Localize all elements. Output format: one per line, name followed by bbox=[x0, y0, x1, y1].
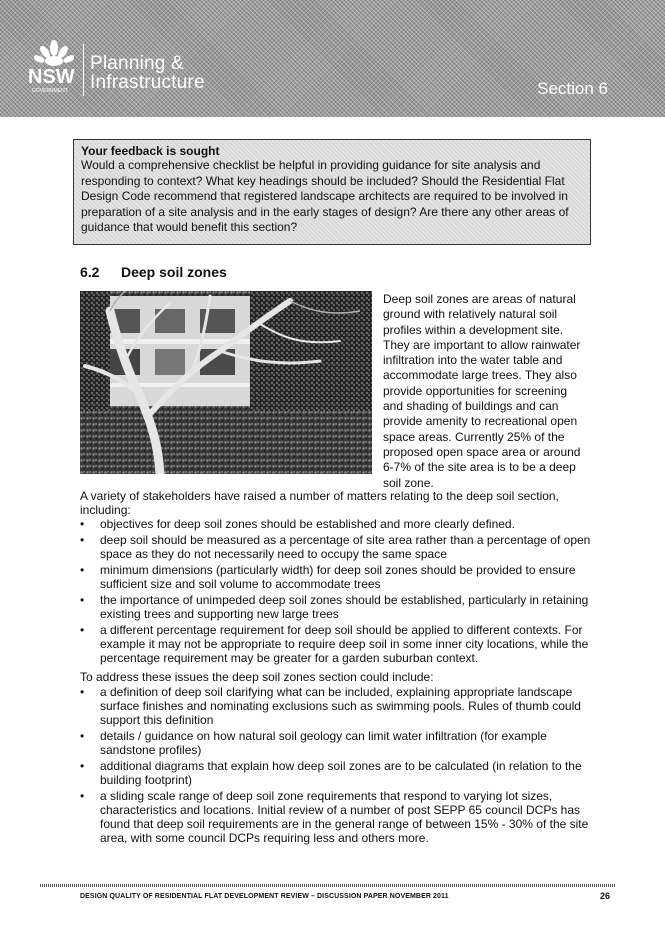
list-item: • the importance of unimpeded deep soil zones should be established, particularly in retaining existing trees and supporting new large trees bbox=[80, 593, 592, 621]
intro-paragraph: Deep soil zones are areas of natural ground with relatively natural soil profiles within a development site. They are important to allow rainwater infiltration into the water table and accommodate large trees. They also provide opportunities for screening and shading of buildings and can provide amenity to recreational open space areas. Currently 25% of the proposed open space area or around 6-7% of the site area is to be a deep soil zone. bbox=[383, 292, 581, 490]
address-lead: To address these issues the deep soil zones section could include: bbox=[80, 670, 434, 684]
logo-government-text: GOVERNMENT bbox=[32, 88, 68, 94]
brand-line-1: Planning & bbox=[90, 53, 184, 74]
deep-soil-garden-photo bbox=[80, 291, 372, 474]
stakeholders-list bbox=[80, 517, 592, 667]
list-item: • details / guidance on how natural soil geology can limit water infiltration (for example sandstone profiles) bbox=[80, 729, 592, 757]
section-title: Deep soil zones bbox=[121, 264, 227, 280]
nsw-government-logo bbox=[24, 40, 84, 96]
brand-line-2: Infrastructure bbox=[90, 72, 205, 93]
waratah-flower-icon bbox=[34, 40, 74, 68]
list-item: • a definition of deep soil clarifying what can be included, explaining appropriate landscape surface finishes and nominating exclusions such as swimming pools. Rules of thumb could support this definition bbox=[80, 685, 592, 727]
feedback-body: Would a comprehensive checklist be helpful in providing guidance for site analysis and responding to context? What key headings should be included? Should the Residential Flat Design Code recommend that registered landscape architects are required to be involved in preparation of a site analysis and in the early stages of design? Are there any other areas of guidance that would benefit this section? bbox=[81, 158, 569, 234]
address-list bbox=[80, 685, 592, 847]
logo-nsw-text: NSW bbox=[28, 66, 75, 88]
section-number: 6.2 bbox=[80, 264, 100, 280]
list-item: • a different percentage requirement for deep soil should be applied to different contexts. For example it may not be appropriate to require deep soil in some inner city locations, while the percentage requirement may be greater for a garden suburban context. bbox=[80, 623, 592, 665]
list-item: • minimum dimensions (particularly width) for deep soil zones should be provided to ensure sufficient size and soil volume to accommodate trees bbox=[80, 563, 592, 591]
footer-divider bbox=[40, 884, 615, 887]
footer-document-title: DESIGN QUALITY OF RESIDENTIAL FLAT DEVELOPMENT REVIEW – DISCUSSION PAPER NOVEMBER 2011 bbox=[80, 893, 449, 900]
page-header bbox=[0, 0, 665, 117]
list-item: • additional diagrams that explain how deep soil zones are to be calculated (in relation to the building footprint) bbox=[80, 759, 592, 787]
list-item: • a sliding scale range of deep soil zone requirements that respond to varying lot sizes, characteristics and locations. Initial review of a number of post SEPP 65 council DCPs has found that deep soil requirements are in the general range of between 15% - 30% of the site area, with some council DCPs requiring less and others more. bbox=[80, 789, 592, 845]
department-name bbox=[90, 54, 205, 92]
list-item: • objectives for deep soil zones should be established and more clearly defined. bbox=[80, 517, 592, 531]
section-heading bbox=[80, 264, 227, 280]
section-label: Section 6 bbox=[537, 79, 608, 98]
stakeholders-lead: A variety of stakeholders have raised a number of matters relating to the deep soil section, including: bbox=[80, 489, 559, 517]
feedback-title: Your feedback is sought bbox=[81, 144, 220, 158]
page-number: 26 bbox=[599, 891, 610, 901]
header-divider bbox=[83, 44, 84, 96]
feedback-box bbox=[73, 139, 591, 245]
list-item: • deep soil should be measured as a percentage of site area rather than a percentage of open space as they do not necessarily need to occupy the same space bbox=[80, 533, 592, 561]
